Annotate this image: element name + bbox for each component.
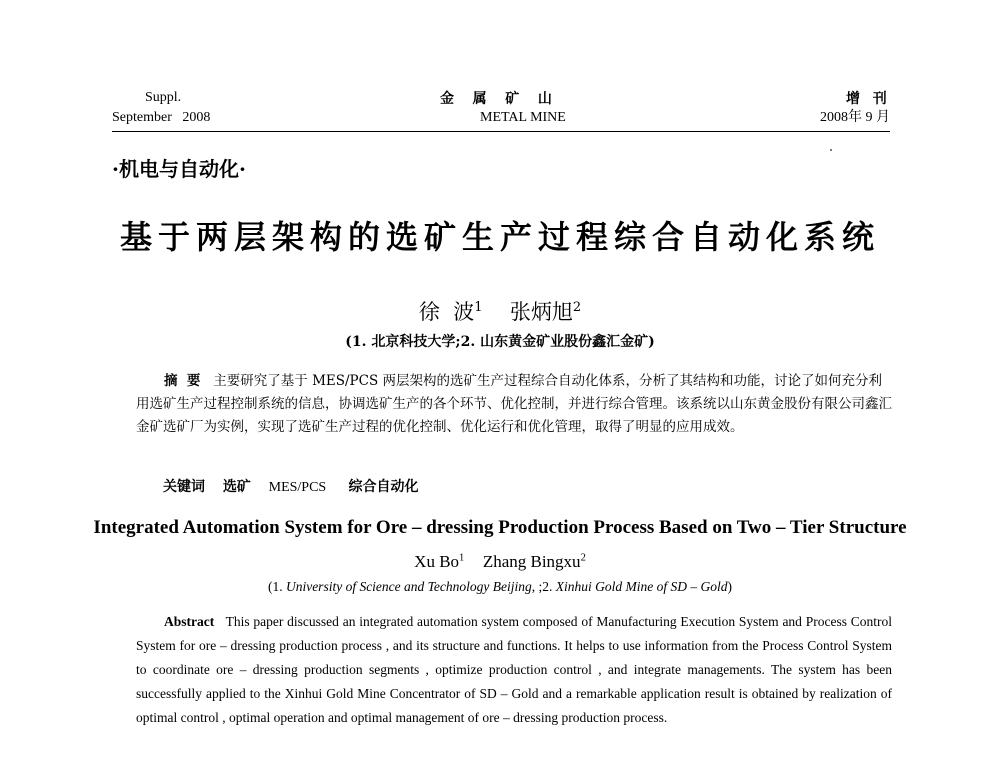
abstract-en [136,610,892,730]
authors-en [0,552,1000,572]
keyword: 选矿 [222,479,251,495]
keywords-cn [163,476,418,496]
journal-title-cn: 金 属 矿 山 [440,91,553,107]
keyword: MES/PCS [268,480,327,495]
article-title-en: Integrated Automation System for Ore – dressing Production Process Based on Two – Tier Structure [93,517,907,538]
abstract-label-cn: 摘 要 [164,373,201,389]
institution: University of Science and Technology Beijing [285,579,532,594]
author-name: 张炳旭 [509,300,573,324]
journal-date-en: September 2008 [112,110,211,125]
scan-speck [830,149,832,151]
keyword: 综合自动化 [348,479,419,495]
author-affil-mark: 1 [474,300,483,315]
abstract-cn [136,370,892,439]
article-title-cn: 基于两层架构的选矿生产过程综合自动化系统 [119,218,880,256]
authors-cn [0,296,1000,326]
author-affil-mark-en: 1 [459,552,465,564]
journal-date-cn: 2008年 9 月 [820,110,890,125]
section-label: ·机电与自动化· [112,157,246,181]
abstract-text-cn: 主要研究了基于 MES/PCS 两层架构的选矿生产过程综合自动化体系，分析了其结构和功能，讨论了如何充分利用选矿生产过程控制系统的信息，协调选矿生产的各个环节、优化控制，并进行综合管理。该系统以山东黄金股份有限公司鑫汇金矿选矿厂为实例，实现了选矿生产过程的优化控制、优化运行和优化管理，取得了明显的应用成效。 [136,373,892,435]
author-affil-mark: 2 [572,300,582,315]
journal-title-en: METAL MINE [480,110,566,125]
institution: Xinhui Gold Mine of SD – Gold [555,579,728,594]
abstract-label-en: Abstract [164,614,215,629]
header-rule [112,131,890,132]
author-name: 徐 波 [418,300,475,324]
author-affil-mark-en: 2 [580,552,586,564]
abstract-text-en: This paper discussed an integrated automation system composed of Manufacturing Execution System and Process Control System for ore – dressing production process , and its structure and functions. It helps to use information from the Process Control System to coordinate ore – dressing production segments , optimize production control , and integrate managements. The system has been successfully applied to the Xinhui Gold Mine Concentrator of SD – Gold and a remarkable application result is obtained by realization of optimal control , optimal operation and optimal management of ore – dressing production process. [136,614,892,725]
affiliation-cn: (1. 北京科技大学;2. 山东黄金矿业股份鑫汇金矿) [345,334,655,350]
affiliation-en: (1. University of Science and Technology Beijing, ;2. Xinhui Gold Mine of SD – Gold) [267,579,733,594]
author-name-en: Xu Bo [414,552,460,571]
author-name-en: Zhang Bingxu [482,552,581,571]
journal-issue-cn: 增 刊 [846,91,888,107]
keywords-label-cn: 关键词 [163,479,205,495]
journal-supplement-label: Suppl. [145,90,182,105]
